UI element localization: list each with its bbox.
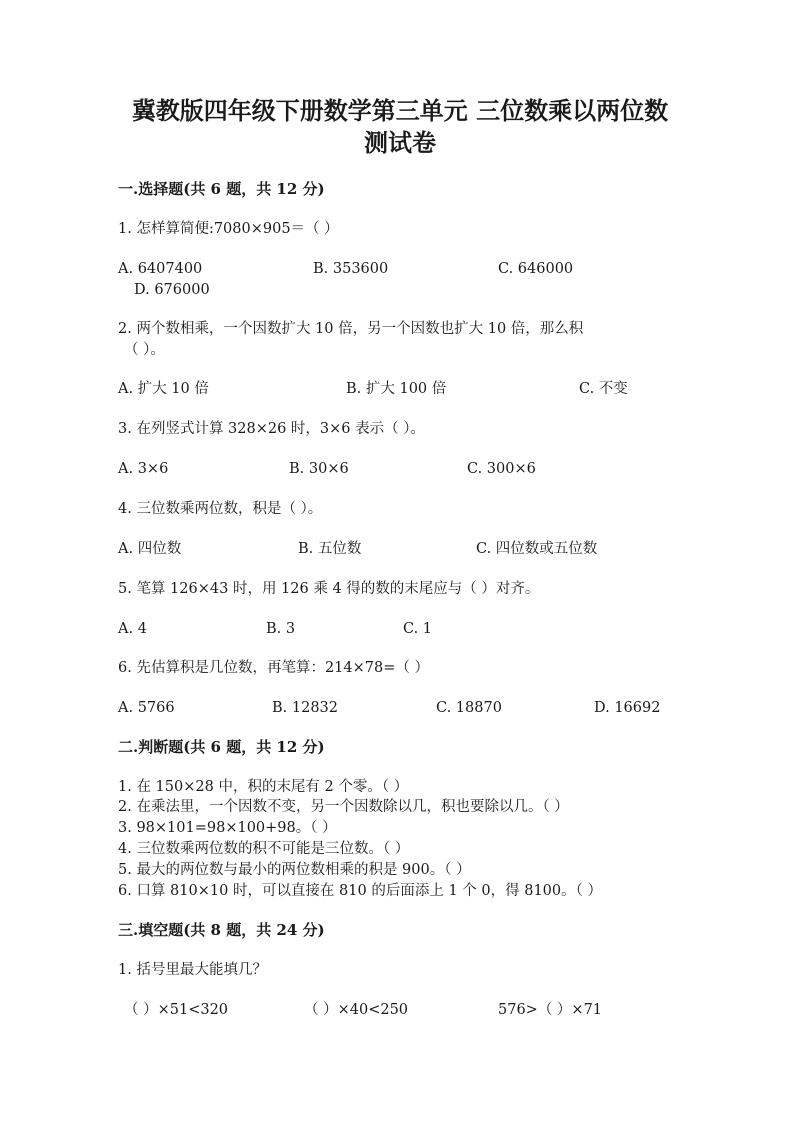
blank-expression: （ ）×51<320 [124, 1002, 229, 1018]
question-stem: 5. 笔算 126×43 时，用 126 乘 4 得的数的末尾应与（ ）对齐。 [118, 581, 540, 597]
paper-title-continued: 测试卷 [364, 128, 436, 157]
option-a: A. 4 [118, 621, 147, 637]
question-stem-continued: （ ）。 [124, 342, 165, 358]
judgement-item: 4. 三位数乘两位数的积不可能是三位数。（ ） [118, 841, 410, 857]
question-stem: 3. 在列竖式计算 328×26 时，3×6 表示（ ）。 [118, 421, 426, 437]
judgement-item: 1. 在 150×28 中，积的末尾有 2 个零。（ ） [118, 779, 409, 795]
judgement-item: 5. 最大的两位数与最小的两位数相乘的积是 900。（ ） [118, 862, 471, 878]
judgement-item: 3. 98×101=98×100+98。（ ） [118, 820, 337, 836]
option-b: B. 五位数 [298, 541, 362, 557]
option-b: B. 3 [266, 621, 296, 637]
option-c: C. 四位数或五位数 [476, 541, 598, 557]
option-b: B. 12832 [272, 700, 339, 716]
question-stem: 6. 先估算积是几位数，再笔算：214×78=（ ） [118, 660, 429, 676]
question-stem: 4. 三位数乘两位数，积是（ ）。 [118, 501, 323, 517]
option-d: D. 16692 [594, 700, 661, 716]
option-c: C. 不变 [579, 381, 628, 397]
option-c: C. 646000 [498, 261, 574, 277]
blank-expression: （ ）×40<250 [304, 1002, 409, 1018]
question-stem: 1. 括号里最大能填几？ [118, 962, 267, 978]
section-heading-judgement: 二.判断题(共 6 题，共 12 分) [118, 738, 325, 756]
option-a: A. 扩大 10 倍 [118, 381, 209, 397]
section-heading-choice: 一.选择题(共 6 题，共 12 分) [118, 180, 325, 198]
option-a: A. 四位数 [118, 541, 182, 557]
option-a: A. 3×6 [118, 461, 169, 477]
option-a: A. 5766 [118, 700, 175, 716]
judgement-item: 6. 口算 810×10 时，可以直接在 810 的后面添上 1 个 0，得 8100。（ ） [118, 883, 602, 899]
question-stem: 2. 两个数相乘，一个因数扩大 10 倍，另一个因数也扩大 10 倍，那么积 [118, 321, 584, 337]
option-b: B. 扩大 100 倍 [346, 381, 447, 397]
option-b: B. 353600 [313, 261, 389, 277]
paper-title: 冀教版四年级下册数学第三单元 三位数乘以两位数 [131, 96, 669, 125]
option-c: C. 18870 [436, 700, 502, 716]
option-d: D. 676000 [134, 282, 210, 298]
option-a: A. 6407400 [118, 261, 203, 277]
judgement-item: 2. 在乘法里，一个因数不变，另一个因数除以几，积也要除以几。（ ） [118, 799, 569, 815]
section-heading-fill-blank: 三.填空题(共 8 题，共 24 分) [118, 921, 325, 939]
option-c: C. 300×6 [467, 461, 536, 477]
option-c: C. 1 [403, 621, 433, 637]
blank-expression: 576>（ ）×71 [498, 1002, 603, 1018]
question-stem: 1. 怎样算简便:7080×905＝（ ） [118, 221, 339, 237]
option-b: B. 30×6 [289, 461, 349, 477]
